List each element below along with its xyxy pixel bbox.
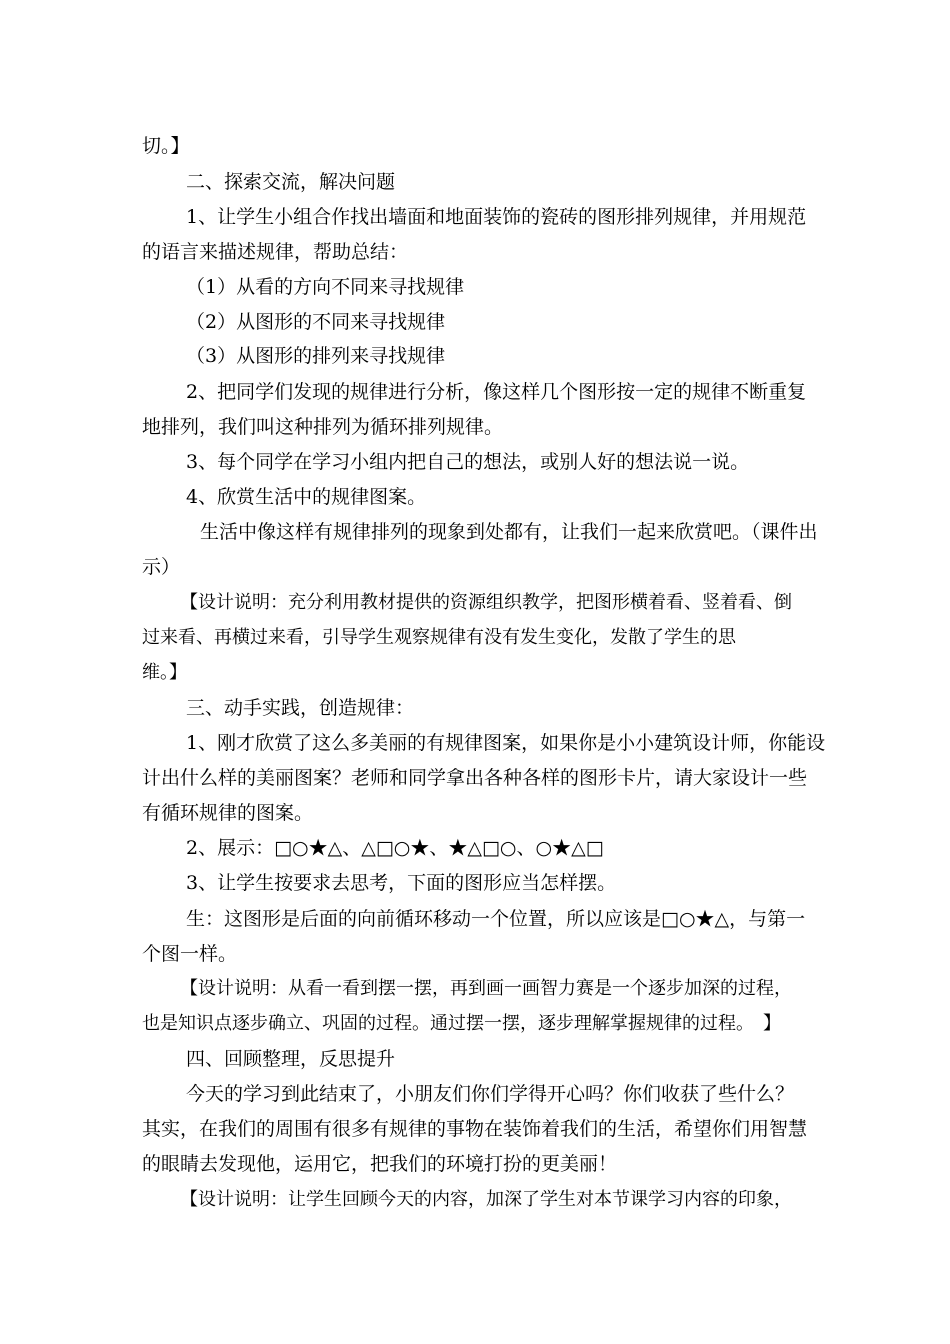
text-line: 3、每个同学在学习小组内把自己的想法，或别人好的想法说一说。 (186, 451, 750, 473)
text-line: 有循环规律的图案。 (142, 802, 314, 824)
text-line: 个图一样。 (142, 943, 238, 965)
text-line: 其实，在我们的周围有很多有规律的事物在装饰着我们的生活，希望你们用智慧 (142, 1118, 808, 1140)
section-heading: 三、动手实践，创造规律： (186, 697, 415, 719)
text-line: 计出什么样的美丽图案？老师和同学拿出各种各样的图形卡片，请大家设计一些 (142, 767, 808, 789)
text-line: 的语言来描述规律，帮助总结： (142, 241, 409, 263)
text-line: 1、刚才欣赏了这么多美丽的有规律图案，如果你是小小建筑设计师，你能设 (186, 732, 826, 754)
list-item: （2）从图形的不同来寻找规律 (186, 311, 446, 333)
text-line: 生：这图形是后面的向前循环移动一个位置，所以应该是□○★△，与第一 (186, 908, 806, 930)
design-note: 【设计说明：让学生回顾今天的内容，加深了学生对本节课学习内容的印象， (180, 1189, 792, 1210)
text-line: 示） (142, 556, 181, 578)
section-heading: 二、探索交流，解决问题 (186, 171, 396, 193)
design-note: 也是知识点逐步确立、巩固的过程。通过摆一摆，逐步理解掌握规律的过程。 】 (142, 1013, 781, 1034)
text-line: 1、让学生小组合作找出墙面和地面装饰的瓷砖的图形排列规律，并用规范 (186, 206, 807, 228)
design-note: 【设计说明：充分利用教材提供的资源组织教学，把图形横着看、竖着看、倒 (180, 592, 792, 613)
text-line: 的眼睛去发现他，运用它，把我们的环境打扮的更美丽！ (142, 1153, 618, 1175)
list-item: （3）从图形的排列来寻找规律 (186, 345, 446, 367)
text-line: 2、把同学们发现的规律进行分析，像这样几个图形按一定的规律不断重复 (186, 381, 807, 403)
text-line: 生活中像这样有规律排列的现象到处都有，让我们一起来欣赏吧。（课件出 (200, 521, 818, 543)
text-line: 3、让学生按要求去思考，下面的图形应当怎样摆。 (186, 872, 617, 894)
text-line: 切。】 (142, 135, 190, 157)
text-line: 地排列，我们叫这种排列为循环排列规律。 (142, 416, 504, 438)
text-line: 今天的学习到此结束了，小朋友们你们学得开心吗？你们收获了些什么？ (186, 1083, 795, 1105)
design-note: 过来看、再横过来看，引导学生观察规律有没有发生变化，发散了学生的思 (142, 627, 736, 648)
list-item: （1）从看的方向不同来寻找规律 (186, 276, 465, 298)
text-line: 4、欣赏生活中的规律图案。 (186, 486, 427, 508)
design-note: 【设计说明：从看一看到摆一摆，再到画一画智力赛是一个逐步加深的过程， (180, 978, 792, 999)
design-note: 维。】 (142, 662, 187, 683)
text-line: 2、展示：□○★△、△□○★、★△□○、○★△□ (186, 837, 604, 859)
section-heading: 四、回顾整理，反思提升 (186, 1048, 396, 1070)
